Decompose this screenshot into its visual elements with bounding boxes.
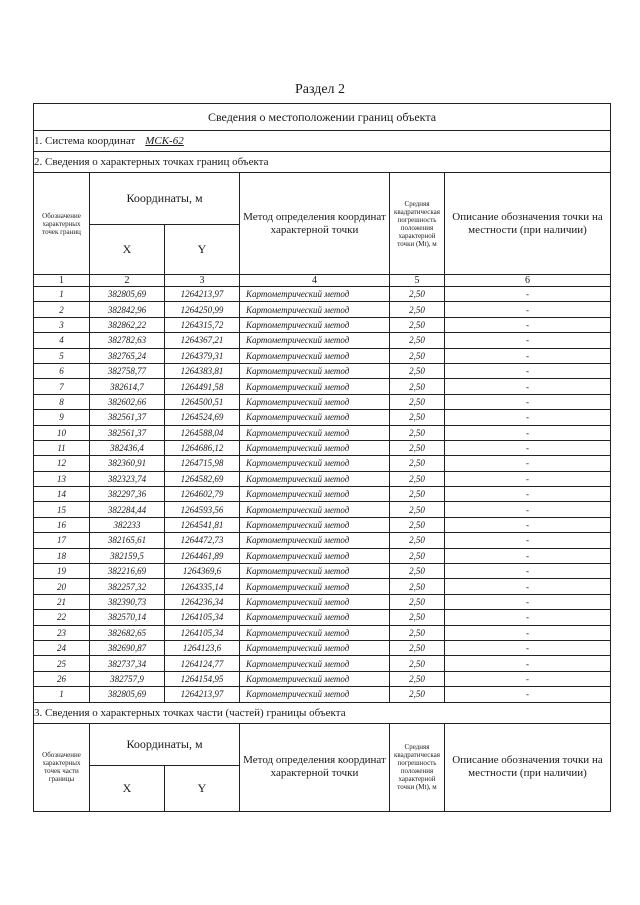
point-number: 23 xyxy=(34,625,90,640)
coordinate-system-value: МСК-62 xyxy=(145,135,184,147)
table-row xyxy=(34,410,611,425)
accuracy-cell: 2,50 xyxy=(390,610,445,625)
description-cell: - xyxy=(445,317,611,332)
description-header: Описание обозначения точки на местности (при наличии) xyxy=(445,173,611,275)
description-cell: - xyxy=(445,625,611,640)
point-number: 15 xyxy=(34,502,90,517)
method-cell: Картометрический метод xyxy=(240,302,390,317)
method-cell: Картометрический метод xyxy=(240,471,390,486)
method-cell: Картометрический метод xyxy=(240,579,390,594)
point-number: 19 xyxy=(34,564,90,579)
method-cell: Картометрический метод xyxy=(240,410,390,425)
part-coords-header: Координаты, м xyxy=(90,723,240,765)
x-coordinate: 382737,34 xyxy=(90,656,165,671)
y-coordinate: 1264236,34 xyxy=(165,594,240,609)
method-cell: Картометрический метод xyxy=(240,333,390,348)
y-coordinate: 1264105,34 xyxy=(165,625,240,640)
point-number: 13 xyxy=(34,471,90,486)
x-coordinate: 382782,63 xyxy=(90,333,165,348)
description-cell: - xyxy=(445,533,611,548)
accuracy-cell: 2,50 xyxy=(390,394,445,409)
part-y-header: Y xyxy=(165,765,240,811)
point-number: 11 xyxy=(34,440,90,455)
accuracy-header: Средняя квадратическая погрешность положения характерной точки (Mt), м xyxy=(390,173,445,275)
x-coordinate: 382233 xyxy=(90,517,165,532)
method-cell: Картометрический метод xyxy=(240,517,390,532)
y-header: Y xyxy=(165,225,240,275)
y-coordinate: 1264461,89 xyxy=(165,548,240,563)
description-cell: - xyxy=(445,610,611,625)
accuracy-cell: 2,50 xyxy=(390,687,445,702)
section-title: Раздел 2 xyxy=(294,82,346,97)
accuracy-cell: 2,50 xyxy=(390,410,445,425)
method-cell: Картометрический метод xyxy=(240,394,390,409)
x-coordinate: 382284,44 xyxy=(90,502,165,517)
description-cell: - xyxy=(445,287,611,302)
description-cell: - xyxy=(445,594,611,609)
point-number: 9 xyxy=(34,410,90,425)
col-number: 2 xyxy=(90,275,165,287)
y-coordinate: 1264367,21 xyxy=(165,333,240,348)
section2-title: 2. Сведения о характерных точках границ объекта xyxy=(34,152,611,173)
table-title: Сведения о местоположении границ объекта xyxy=(34,104,611,131)
y-coordinate: 1264123,6 xyxy=(165,640,240,655)
method-cell: Картометрический метод xyxy=(240,533,390,548)
point-name-header: Обозначение характерных точек границ xyxy=(34,173,90,275)
accuracy-cell: 2,50 xyxy=(390,487,445,502)
point-number: 25 xyxy=(34,656,90,671)
part-point-name-header: Обозначение характерных точек части границы xyxy=(34,723,90,811)
x-coordinate: 382614,7 xyxy=(90,379,165,394)
description-cell: - xyxy=(445,363,611,378)
x-coordinate: 382390,73 xyxy=(90,594,165,609)
coordinate-system-row xyxy=(34,131,611,152)
table-row xyxy=(34,317,611,332)
table-row xyxy=(34,687,611,702)
x-coordinate: 382297,36 xyxy=(90,487,165,502)
table-row xyxy=(34,379,611,394)
accuracy-cell: 2,50 xyxy=(390,333,445,348)
y-coordinate: 1264593,56 xyxy=(165,502,240,517)
x-coordinate: 382561,37 xyxy=(90,425,165,440)
accuracy-cell: 2,50 xyxy=(390,348,445,363)
table-row xyxy=(34,502,611,517)
y-coordinate: 1264105,34 xyxy=(165,610,240,625)
column-numbers-row xyxy=(34,275,611,287)
y-coordinate: 1264491,58 xyxy=(165,379,240,394)
description-cell: - xyxy=(445,348,611,363)
table-row xyxy=(34,425,611,440)
method-cell: Картометрический метод xyxy=(240,425,390,440)
x-coordinate: 382159,5 xyxy=(90,548,165,563)
method-cell: Картометрический метод xyxy=(240,456,390,471)
x-coordinate: 382805,69 xyxy=(90,287,165,302)
x-coordinate: 382561,37 xyxy=(90,410,165,425)
x-coordinate: 382323,74 xyxy=(90,471,165,486)
y-coordinate: 1264315,72 xyxy=(165,317,240,332)
accuracy-cell: 2,50 xyxy=(390,287,445,302)
table-row xyxy=(34,302,611,317)
accuracy-cell: 2,50 xyxy=(390,379,445,394)
method-cell: Картометрический метод xyxy=(240,487,390,502)
x-coordinate: 382360,91 xyxy=(90,456,165,471)
point-number: 18 xyxy=(34,548,90,563)
x-coordinate: 382758,77 xyxy=(90,363,165,378)
accuracy-cell: 2,50 xyxy=(390,579,445,594)
col-number: 3 xyxy=(165,275,240,287)
accuracy-cell: 2,50 xyxy=(390,517,445,532)
accuracy-cell: 2,50 xyxy=(390,594,445,609)
y-coordinate: 1264250,99 xyxy=(165,302,240,317)
description-cell: - xyxy=(445,487,611,502)
method-cell: Картометрический метод xyxy=(240,317,390,332)
method-header: Метод определения координат характерной точки xyxy=(240,173,390,275)
x-coordinate: 382602,66 xyxy=(90,394,165,409)
y-coordinate: 1264541,81 xyxy=(165,517,240,532)
accuracy-cell: 2,50 xyxy=(390,625,445,640)
table-row xyxy=(34,517,611,532)
description-cell: - xyxy=(445,410,611,425)
table-row xyxy=(34,471,611,486)
accuracy-cell: 2,50 xyxy=(390,502,445,517)
col-number: 1 xyxy=(34,275,90,287)
point-number: 26 xyxy=(34,671,90,686)
table-row xyxy=(34,640,611,655)
description-cell: - xyxy=(445,440,611,455)
method-cell: Картометрический метод xyxy=(240,502,390,517)
y-coordinate: 1264335,14 xyxy=(165,579,240,594)
method-cell: Картометрический метод xyxy=(240,640,390,655)
method-cell: Картометрический метод xyxy=(240,594,390,609)
method-cell: Картометрический метод xyxy=(240,440,390,455)
description-cell: - xyxy=(445,471,611,486)
description-cell: - xyxy=(445,302,611,317)
part-accuracy-header: Средняя квадратическая погрешность положения характерной точки (Mt), м xyxy=(390,723,445,811)
coords-header: Координаты, м xyxy=(90,173,240,225)
y-coordinate: 1264602,79 xyxy=(165,487,240,502)
description-cell: - xyxy=(445,656,611,671)
table-row xyxy=(34,487,611,502)
point-number: 4 xyxy=(34,333,90,348)
table-row xyxy=(34,625,611,640)
point-number: 10 xyxy=(34,425,90,440)
part-description-header: Описание обозначения точки на местности (при наличии) xyxy=(445,723,611,811)
y-coordinate: 1264582,69 xyxy=(165,471,240,486)
x-coordinate: 382257,32 xyxy=(90,579,165,594)
method-cell: Картометрический метод xyxy=(240,687,390,702)
table-row xyxy=(34,594,611,609)
point-number: 16 xyxy=(34,517,90,532)
table-row xyxy=(34,440,611,455)
accuracy-cell: 2,50 xyxy=(390,425,445,440)
accuracy-cell: 2,50 xyxy=(390,671,445,686)
table-row xyxy=(34,610,611,625)
method-cell: Картометрический метод xyxy=(240,287,390,302)
description-cell: - xyxy=(445,333,611,348)
y-coordinate: 1264500,51 xyxy=(165,394,240,409)
accuracy-cell: 2,50 xyxy=(390,548,445,563)
x-coordinate: 382805,69 xyxy=(90,687,165,702)
col-number: 4 xyxy=(240,275,390,287)
accuracy-cell: 2,50 xyxy=(390,564,445,579)
point-number: 1 xyxy=(34,687,90,702)
method-cell: Картометрический метод xyxy=(240,379,390,394)
y-coordinate: 1264154,95 xyxy=(165,671,240,686)
x-coordinate: 382682,65 xyxy=(90,625,165,640)
point-number: 1 xyxy=(34,287,90,302)
table-row xyxy=(34,287,611,302)
part-x-header: X xyxy=(90,765,165,811)
x-coordinate: 382570,14 xyxy=(90,610,165,625)
boundary-table xyxy=(33,103,611,812)
y-coordinate: 1264369,6 xyxy=(165,564,240,579)
accuracy-cell: 2,50 xyxy=(390,363,445,378)
x-coordinate: 382842,96 xyxy=(90,302,165,317)
point-number: 7 xyxy=(34,379,90,394)
x-header: X xyxy=(90,225,165,275)
table-row xyxy=(34,456,611,471)
description-cell: - xyxy=(445,502,611,517)
y-coordinate: 1264686,12 xyxy=(165,440,240,455)
accuracy-cell: 2,50 xyxy=(390,317,445,332)
point-number: 22 xyxy=(34,610,90,625)
table-row xyxy=(34,548,611,563)
table-row xyxy=(34,671,611,686)
section3-title: 3. Сведения о характерных точках части (частей) границы объекта xyxy=(34,702,611,723)
point-number: 6 xyxy=(34,363,90,378)
point-number: 20 xyxy=(34,579,90,594)
table-row xyxy=(34,348,611,363)
x-coordinate: 382765,24 xyxy=(90,348,165,363)
x-coordinate: 382862,22 xyxy=(90,317,165,332)
accuracy-cell: 2,50 xyxy=(390,533,445,548)
method-cell: Картометрический метод xyxy=(240,671,390,686)
y-coordinate: 1264715,98 xyxy=(165,456,240,471)
method-cell: Картометрический метод xyxy=(240,363,390,378)
y-coordinate: 1264379,31 xyxy=(165,348,240,363)
description-cell: - xyxy=(445,456,611,471)
y-coordinate: 1264213,97 xyxy=(165,687,240,702)
x-coordinate: 382690,87 xyxy=(90,640,165,655)
x-coordinate: 382436,4 xyxy=(90,440,165,455)
table-row xyxy=(34,656,611,671)
y-coordinate: 1264472,73 xyxy=(165,533,240,548)
description-cell: - xyxy=(445,564,611,579)
accuracy-cell: 2,50 xyxy=(390,440,445,455)
method-cell: Картометрический метод xyxy=(240,656,390,671)
method-cell: Картометрический метод xyxy=(240,564,390,579)
table-row xyxy=(34,564,611,579)
method-cell: Картометрический метод xyxy=(240,610,390,625)
point-number: 12 xyxy=(34,456,90,471)
col-number: 6 xyxy=(445,275,611,287)
table-row xyxy=(34,394,611,409)
coordinate-system-label: 1. Система координат xyxy=(34,135,136,147)
point-number: 2 xyxy=(34,302,90,317)
y-coordinate: 1264213,97 xyxy=(165,287,240,302)
description-cell: - xyxy=(445,425,611,440)
point-number: 17 xyxy=(34,533,90,548)
description-cell: - xyxy=(445,394,611,409)
point-number: 5 xyxy=(34,348,90,363)
accuracy-cell: 2,50 xyxy=(390,456,445,471)
x-coordinate: 382216,69 xyxy=(90,564,165,579)
point-number: 24 xyxy=(34,640,90,655)
accuracy-cell: 2,50 xyxy=(390,302,445,317)
accuracy-cell: 2,50 xyxy=(390,471,445,486)
description-cell: - xyxy=(445,671,611,686)
col-number: 5 xyxy=(390,275,445,287)
method-cell: Картометрический метод xyxy=(240,548,390,563)
description-cell: - xyxy=(445,579,611,594)
description-cell: - xyxy=(445,548,611,563)
method-cell: Картометрический метод xyxy=(240,625,390,640)
description-cell: - xyxy=(445,687,611,702)
part-method-header: Метод определения координат характерной точки xyxy=(240,723,390,811)
table-row xyxy=(34,579,611,594)
accuracy-cell: 2,50 xyxy=(390,640,445,655)
point-number: 21 xyxy=(34,594,90,609)
x-coordinate: 382757,9 xyxy=(90,671,165,686)
description-cell: - xyxy=(445,640,611,655)
y-coordinate: 1264588,04 xyxy=(165,425,240,440)
description-cell: - xyxy=(445,379,611,394)
y-coordinate: 1264124,77 xyxy=(165,656,240,671)
accuracy-cell: 2,50 xyxy=(390,656,445,671)
method-cell: Картометрический метод xyxy=(240,348,390,363)
x-coordinate: 382165,61 xyxy=(90,533,165,548)
point-number: 14 xyxy=(34,487,90,502)
y-coordinate: 1264383,81 xyxy=(165,363,240,378)
point-number: 8 xyxy=(34,394,90,409)
y-coordinate: 1264524,69 xyxy=(165,410,240,425)
table-row xyxy=(34,333,611,348)
description-cell: - xyxy=(445,517,611,532)
table-row xyxy=(34,363,611,378)
point-number: 3 xyxy=(34,317,90,332)
table-row xyxy=(34,533,611,548)
